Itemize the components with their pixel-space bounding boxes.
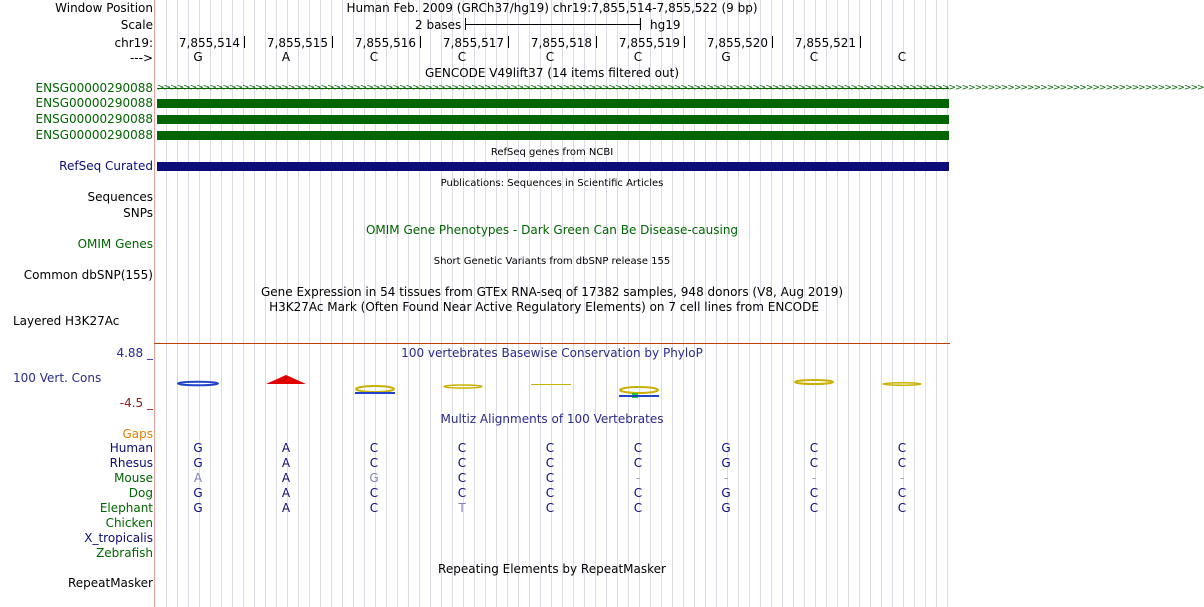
- gencode-gene-bar[interactable]: [157, 115, 949, 124]
- alignment-base: C: [633, 501, 643, 515]
- alignment-base: C: [809, 441, 819, 455]
- omim-title: OMIM Gene Phenotypes - Dark Green Can Be Disease-causing: [365, 223, 739, 237]
- scale-label: Scale: [120, 18, 153, 32]
- label-separator: [154, 0, 155, 607]
- alignment-base: C: [545, 501, 555, 515]
- gencode-item-label[interactable]: ENSG00000290088: [35, 96, 153, 110]
- refseq-label[interactable]: RefSeq Curated: [59, 159, 153, 173]
- ruler-tick: [860, 36, 861, 48]
- dbsnp-title: Short Genetic Variants from dbSNP release 155: [433, 256, 671, 267]
- ruler-tick: [332, 36, 333, 48]
- phylop-logo-c4: [619, 387, 659, 398]
- ruler-position: 7,855,520: [706, 36, 768, 50]
- phylop-logo-c5: [795, 380, 833, 384]
- h3k27ac-title: H3K27Ac Mark (Often Found Near Active Regulatory Elements) on 7 cell lines from ENCODE: [269, 300, 819, 314]
- alignment-base: C: [897, 486, 907, 500]
- species-label[interactable]: Zebrafish: [96, 546, 153, 560]
- species-label[interactable]: Chicken: [105, 516, 153, 530]
- refseq-gene-bar[interactable]: [157, 162, 949, 171]
- alignment-base: C: [369, 441, 379, 455]
- phylop-label[interactable]: 100 Vert. Cons: [13, 371, 102, 385]
- alignment-base: -: [635, 471, 641, 485]
- h3k27ac-label[interactable]: Layered H3K27Ac: [13, 314, 120, 328]
- reference-base: A: [281, 50, 291, 64]
- strand-label: --->: [129, 51, 153, 65]
- omim-label[interactable]: OMIM Genes: [77, 237, 153, 251]
- alignment-base: C: [809, 501, 819, 515]
- alignment-base: C: [897, 441, 907, 455]
- repeatmasker-label[interactable]: RepeatMasker: [67, 576, 153, 590]
- alignment-base: C: [897, 501, 907, 515]
- alignment-base: C: [457, 471, 467, 485]
- alignment-base: G: [193, 456, 203, 470]
- alignment-base: A: [281, 486, 291, 500]
- phylop-wiggle[interactable]: [157, 372, 949, 402]
- refseq-title: RefSeq genes from NCBI: [490, 147, 614, 158]
- alignment-base: -: [723, 471, 729, 485]
- gencode-item-label[interactable]: ENSG00000290088: [35, 128, 153, 142]
- species-label[interactable]: Elephant: [99, 501, 153, 515]
- alignment-base: C: [897, 456, 907, 470]
- alignment-base: C: [633, 441, 643, 455]
- ruler-position: 7,855,515: [266, 36, 328, 50]
- gtex-title: Gene Expression in 54 tissues from GTEx RNA-seq of 17382 samples, 948 donors (V8, Aug 2019): [260, 285, 844, 299]
- dbsnp-label[interactable]: Common dbSNP(155): [23, 268, 153, 282]
- gaps-label[interactable]: Gaps: [122, 427, 153, 441]
- alignment-base: C: [633, 486, 643, 500]
- alignment-base: -: [899, 471, 905, 485]
- alignment-base: T: [458, 501, 466, 515]
- gencode-gene-bar[interactable]: [157, 99, 949, 108]
- publications-title: Publications: Sequences in Scientific Articles: [440, 178, 664, 189]
- scale-assembly: hg19: [650, 18, 681, 32]
- phylop-logo-c1: [355, 386, 395, 394]
- ruler-tick: [596, 36, 597, 48]
- ruler-position: 7,855,516: [354, 36, 416, 50]
- alignment-base: A: [193, 471, 203, 485]
- ruler-position: 7,855,519: [618, 36, 680, 50]
- phylop-title: 100 vertebrates Basewise Conservation by PhyloP: [401, 346, 703, 360]
- reference-base: C: [545, 50, 555, 64]
- phylop-logo-c3: [531, 384, 571, 385]
- reference-base: C: [633, 50, 643, 64]
- species-label[interactable]: Human: [109, 441, 153, 455]
- ruler-tick: [684, 36, 685, 48]
- snps-label[interactable]: SNPs: [123, 206, 153, 220]
- gencode-item-arrows[interactable]: >>>>>>>>>>>>>>>>>>>>>>>>>>>>>>>>>>>>>>>>>>>>>>>>>>>>>>>>>>>>>>>>>>>>>>>>>>>>>>>>>>>>>>>>>>>>>>>>>>>>>>>>>>>>>>>>>>>>>>>>>>>>>>>>>>>>>>>>>>>>>>>>>>>>>>>>>>>>>>>>: [157, 83, 1204, 93]
- reference-base: C: [897, 50, 907, 64]
- gencode-gene-bar[interactable]: [157, 131, 949, 140]
- reference-base: G: [721, 50, 731, 64]
- alignment-base: G: [721, 486, 731, 500]
- alignment-base: -: [811, 471, 817, 485]
- phylop-logo-c2: [444, 385, 482, 388]
- alignment-base: G: [193, 501, 203, 515]
- h3k27ac-baseline: [154, 343, 950, 344]
- alignment-base: G: [369, 471, 379, 485]
- sequences-label[interactable]: Sequences: [87, 190, 153, 204]
- alignment-base: C: [633, 456, 643, 470]
- species-label[interactable]: X_tropicalis: [84, 531, 153, 545]
- alignment-base: C: [369, 456, 379, 470]
- ruler-position: 7,855,521: [794, 36, 856, 50]
- gencode-title: GENCODE V49lift37 (14 items filtered out): [424, 66, 680, 80]
- phylop-logo-a: [266, 375, 306, 384]
- reference-base: G: [193, 50, 203, 64]
- multiz-title: Multiz Alignments of 100 Vertebrates: [440, 412, 664, 426]
- alignment-base: C: [457, 456, 467, 470]
- species-label[interactable]: Rhesus: [109, 456, 153, 470]
- alignment-base: G: [721, 441, 731, 455]
- gencode-item-label[interactable]: ENSG00000290088: [35, 112, 153, 126]
- alignment-base: C: [369, 486, 379, 500]
- alignment-base: G: [193, 441, 203, 455]
- ruler-tick: [244, 36, 245, 48]
- phylop-logo-g1: [178, 382, 218, 386]
- species-label[interactable]: Mouse: [114, 471, 153, 485]
- gencode-item-label[interactable]: ENSG00000290088: [35, 81, 153, 95]
- phylop-ymin: -4.5 _: [119, 396, 153, 410]
- alignment-base: G: [193, 486, 203, 500]
- alignment-base: G: [721, 456, 731, 470]
- alignment-base: A: [281, 456, 291, 470]
- alignment-base: C: [545, 486, 555, 500]
- alignment-base: A: [281, 441, 291, 455]
- alignment-base: G: [721, 501, 731, 515]
- reference-base: C: [369, 50, 379, 64]
- alignment-base: C: [457, 441, 467, 455]
- ruler-position: 7,855,514: [178, 36, 240, 50]
- species-label[interactable]: Dog: [128, 486, 153, 500]
- alignment-base: A: [281, 501, 291, 515]
- alignment-base: A: [281, 471, 291, 485]
- alignment-base: C: [545, 456, 555, 470]
- phylop-logo-c6: [883, 383, 921, 385]
- reference-base: C: [809, 50, 819, 64]
- repeatmasker-title: Repeating Elements by RepeatMasker: [438, 562, 666, 576]
- alignment-base: C: [457, 486, 467, 500]
- alignment-base: C: [809, 486, 819, 500]
- reference-base: C: [457, 50, 467, 64]
- ruler-tick: [508, 36, 509, 48]
- ruler-position: 7,855,518: [530, 36, 592, 50]
- alignment-base: C: [545, 441, 555, 455]
- window-position-label: Window Position: [55, 1, 153, 15]
- alignment-base: C: [545, 471, 555, 485]
- scale-text: 2 bases: [415, 18, 462, 32]
- window-position-value: Human Feb. 2009 (GRCh37/hg19) chr19:7,855,514-7,855,522 (9 bp): [346, 1, 758, 15]
- ruler-position: 7,855,517: [442, 36, 504, 50]
- alignment-base: C: [369, 501, 379, 515]
- phylop-ymax: 4.88 _: [116, 346, 153, 360]
- chrom-label: chr19:: [114, 36, 153, 50]
- ruler-tick: [772, 36, 773, 48]
- alignment-base: C: [809, 456, 819, 470]
- ruler-tick: [420, 36, 421, 48]
